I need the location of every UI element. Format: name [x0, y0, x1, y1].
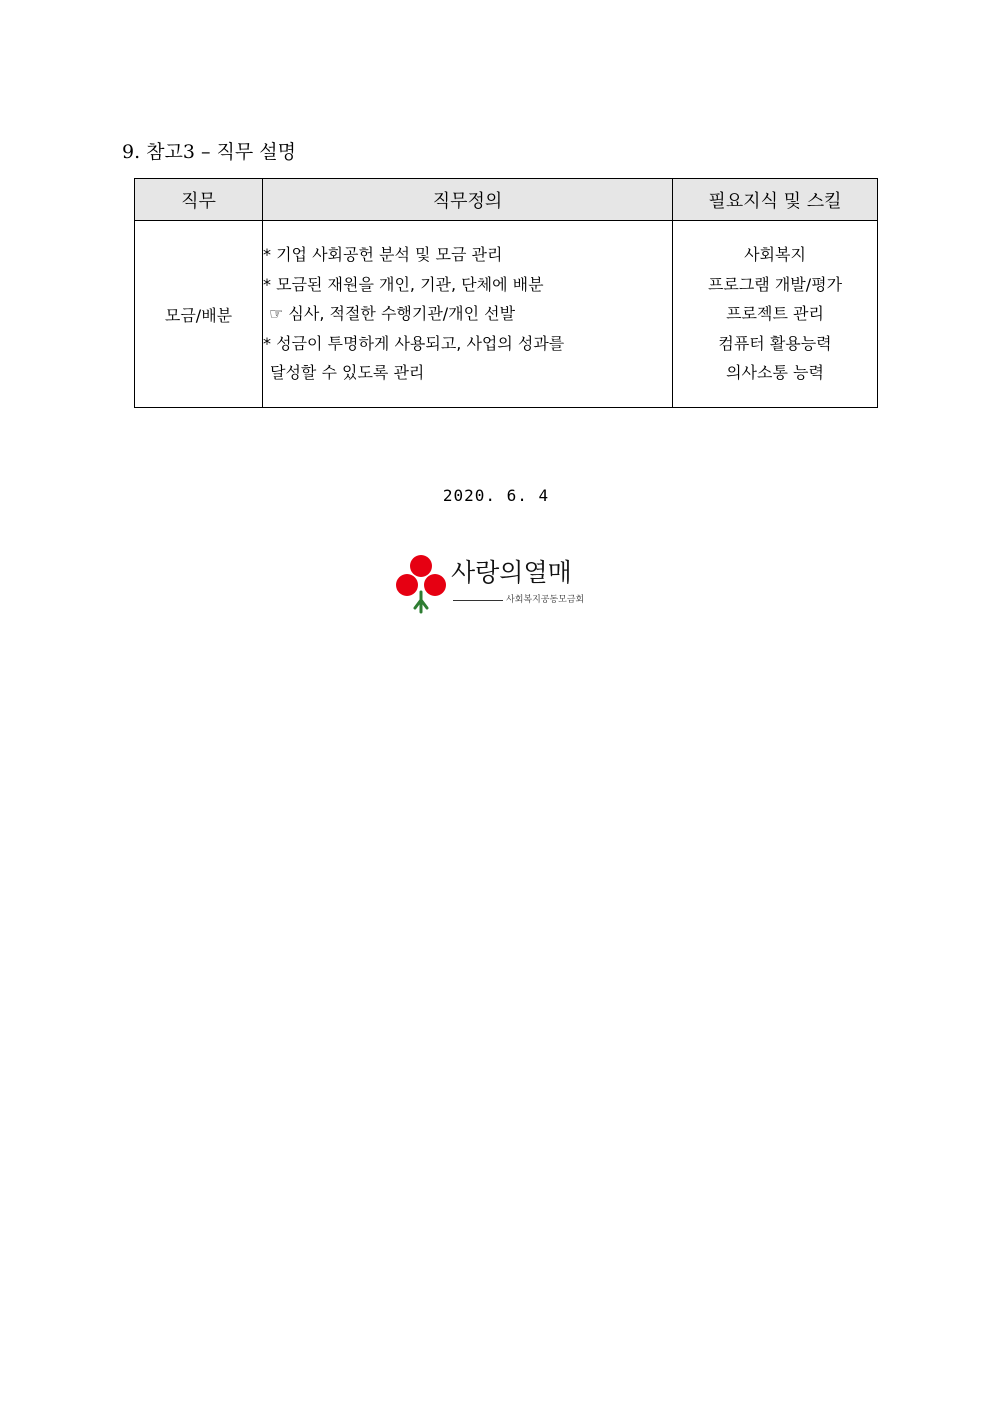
job-cell: 모금/배분: [135, 221, 263, 408]
section-title: 9. 참고3 – 직무 설명: [122, 141, 296, 163]
skill-item: 사회복지: [744, 245, 806, 265]
definition-item: * 기업 사회공헌 분석 및 모금 관리: [263, 245, 503, 265]
skills-list: [673, 240, 877, 388]
definition-list: [263, 240, 672, 388]
definition-item: ☞ 심사, 적절한 수행기관/개인 선발: [269, 304, 516, 324]
table-row: [135, 221, 878, 408]
definition-item: * 모금된 재원을 개인, 기관, 단체에 배분: [263, 274, 544, 294]
skill-item: 프로그램 개발/평가: [707, 274, 843, 294]
definition-cell: [263, 221, 673, 408]
logo-subtitle: 사회복지공동모금회: [506, 595, 585, 605]
logo-divider: [453, 600, 503, 601]
header-skills: 필요지식 및 스킬: [673, 179, 878, 221]
definition-item: 달성할 수 있도록 관리: [270, 363, 425, 383]
skill-item: 프로젝트 관리: [726, 304, 824, 324]
skills-cell: [673, 221, 878, 408]
document-date: 2020. 6. 4: [442, 486, 550, 505]
table-header-row: [135, 179, 878, 221]
berry-icon: [393, 552, 453, 616]
organization-logo: [393, 552, 613, 616]
skill-item: 컴퓨터 활용능력: [718, 333, 832, 353]
logo-name: 사랑의열매: [451, 558, 572, 587]
definition-item: * 성금이 투명하게 사용되고, 사업의 성과를: [263, 333, 565, 353]
skill-item: 의사소통 능력: [726, 363, 824, 383]
job-description-table: [134, 178, 878, 408]
header-job: 직무: [135, 179, 263, 221]
header-definition: 직무정의: [263, 179, 673, 221]
